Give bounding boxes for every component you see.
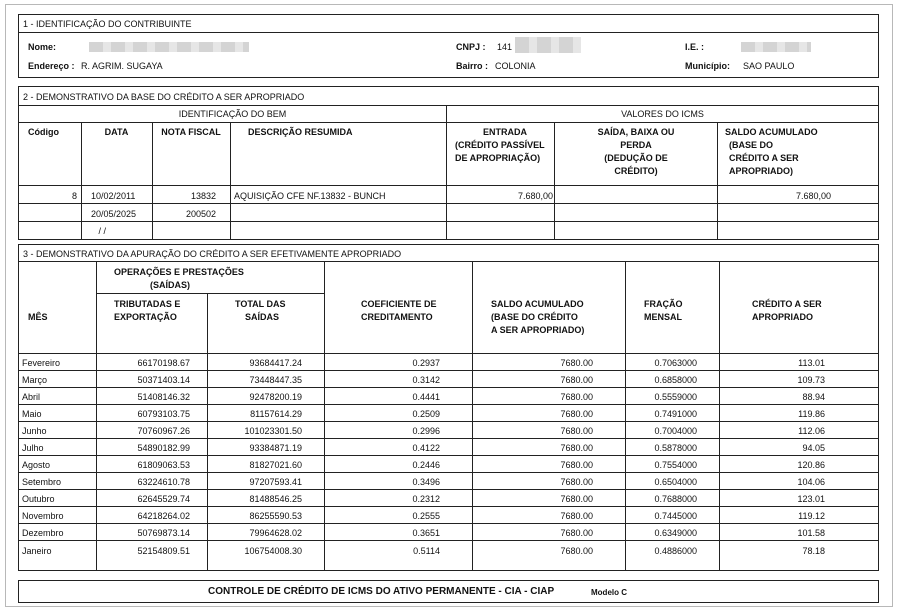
cell-coef: 0.3651: [324, 524, 472, 541]
apuracao-row: [18, 405, 878, 422]
municipio-label: Município:: [685, 61, 730, 71]
col-saldo-acumulado: SALDO ACUMULADO (BASE DO CRÉDITO A SER APROPRIADO): [491, 299, 585, 335]
col-coeficiente: COEFICIENTE DE CREDITAMENTO: [361, 299, 437, 322]
cell-trib: 61809063.53: [96, 456, 207, 473]
cell-credito: 104.06: [719, 473, 878, 490]
cell-fracao: 0.5878000: [625, 439, 719, 456]
cell-trib: 52154809.51: [96, 541, 207, 558]
cnpj-redacted: [515, 37, 581, 53]
cell-saldo: 7680.00: [472, 405, 625, 422]
col-credito: CRÉDITO A SER APROPRIADO: [752, 299, 822, 322]
base-row-saldo: 7.680,00: [795, 191, 831, 201]
apuracao-row: [18, 388, 878, 405]
cell-trib: 63224610.78: [96, 473, 207, 490]
cell-fracao: 0.7688000: [625, 490, 719, 507]
section-base-credito: [18, 86, 879, 240]
cell-coef: 0.5114: [324, 541, 472, 558]
cell-credito: 112.06: [719, 422, 878, 439]
col-mes: MÊS: [28, 312, 48, 322]
cell-mes: Dezembro: [18, 524, 96, 541]
cell-coef: 0.4441: [324, 388, 472, 405]
cell-total: 73448447.35: [207, 371, 324, 388]
col-saida: SAÍDA, BAIXA OU PERDA (DEDUÇÃO DE CRÉDITO): [597, 127, 675, 176]
apuracao-row: [18, 490, 878, 507]
cell-saldo: 7680.00: [472, 507, 625, 524]
cell-total: 81157614.29: [207, 405, 324, 422]
base-row-data: 20/05/2025: [91, 209, 137, 219]
cell-saldo: 7680.00: [472, 388, 625, 405]
cell-fracao: 0.5559000: [625, 388, 719, 405]
cnpj-label: CNPJ :: [456, 42, 486, 52]
cell-trib: 50769873.14: [96, 524, 207, 541]
cell-mes: Março: [18, 371, 96, 388]
cell-saldo: 7680.00: [472, 354, 625, 371]
cell-mes: Setembro: [18, 473, 96, 490]
cell-mes: Abril: [18, 388, 96, 405]
nome-label: Nome:: [28, 42, 57, 52]
cell-credito: 94.05: [719, 439, 878, 456]
cell-fracao: 0.6858000: [625, 371, 719, 388]
base-row-codigo: 8: [71, 191, 77, 201]
cell-trib: 60793103.75: [96, 405, 207, 422]
cell-credito: 113.01: [719, 354, 878, 371]
cell-trib: 66170198.67: [96, 354, 207, 371]
cell-saldo: 7680.00: [472, 490, 625, 507]
footer-box: [18, 580, 879, 603]
col-entrada: ENTRADA (CRÉDITO PASSÍVEL DE APROPRIAÇÃO): [455, 127, 545, 163]
cell-trib: 70760967.26: [96, 422, 207, 439]
apuracao-table: [18, 353, 878, 558]
cell-saldo: 7680.00: [472, 371, 625, 388]
cell-coef: 0.2312: [324, 490, 472, 507]
footer-title: CONTROLE DE CRÉDITO DE ICMS DO ATIVO PERMANENTE - CIA - CIAP: [208, 586, 555, 597]
section3-title: 3 - DEMONSTRATIVO DA APURAÇÃO DO CRÉDITO A SER EFETIVAMENTE APROPRIADO: [23, 249, 402, 259]
bairro-label: Bairro :: [456, 61, 489, 71]
cell-fracao: 0.7063000: [625, 354, 719, 371]
cell-fracao: 0.6349000: [625, 524, 719, 541]
cell-total: 97207593.41: [207, 473, 324, 490]
nome-redacted: [89, 42, 249, 52]
cell-mes: Julho: [18, 439, 96, 456]
apuracao-row: [18, 524, 878, 541]
municipio-value: SAO PAULO: [743, 61, 795, 71]
apuracao-row: [18, 422, 878, 439]
cell-coef: 0.2555: [324, 507, 472, 524]
col-fracao: FRAÇÃO MENSAL: [644, 299, 683, 322]
col-nota-fiscal: NOTA FISCAL: [161, 127, 221, 137]
cell-credito: 78.18: [719, 541, 878, 558]
cell-total: 93384871.19: [207, 439, 324, 456]
cnpj-prefix: 141: [497, 42, 513, 52]
cell-coef: 0.2996: [324, 422, 472, 439]
apuracao-row: [18, 456, 878, 473]
cell-total: 81827021.60: [207, 456, 324, 473]
col-data: DATA: [104, 127, 129, 137]
apuracao-row: [18, 541, 878, 558]
cell-mes: Junho: [18, 422, 96, 439]
cell-coef: 0.2937: [324, 354, 472, 371]
col-total-saidas: TOTAL DAS SAÍDAS: [235, 299, 286, 322]
section-identification: [18, 14, 879, 78]
bairro-value: COLONIA: [495, 61, 536, 71]
cell-mes: Janeiro: [18, 541, 96, 558]
cell-trib: 50371403.14: [96, 371, 207, 388]
cell-total: 93684417.24: [207, 354, 324, 371]
apuracao-row: [18, 371, 878, 388]
cell-mes: Novembro: [18, 507, 96, 524]
cell-trib: 64218264.02: [96, 507, 207, 524]
cell-coef: 0.3496: [324, 473, 472, 490]
cell-saldo: 7680.00: [472, 524, 625, 541]
cell-credito: 119.12: [719, 507, 878, 524]
cell-total: 106754008.30: [207, 541, 324, 558]
col-codigo: Código: [28, 127, 59, 137]
cell-mes: Agosto: [18, 456, 96, 473]
base-row-data: / /: [96, 226, 107, 236]
section1-title: 1 - IDENTIFICAÇÃO DO CONTRIBUINTE: [23, 19, 192, 29]
group-bem-header: IDENTIFICAÇÃO DO BEM: [178, 109, 287, 119]
cell-trib: 51408146.32: [96, 388, 207, 405]
cell-fracao: 0.7004000: [625, 422, 719, 439]
ie-redacted: [741, 42, 811, 52]
cell-coef: 0.4122: [324, 439, 472, 456]
apuracao-row: [18, 439, 878, 456]
cell-total: 101023301.50: [207, 422, 324, 439]
cell-total: 86255590.53: [207, 507, 324, 524]
cell-saldo: 7680.00: [472, 456, 625, 473]
cell-mes: Outubro: [18, 490, 96, 507]
base-row-nf: 200502: [185, 209, 216, 219]
cell-fracao: 0.7491000: [625, 405, 719, 422]
cell-credito: 123.01: [719, 490, 878, 507]
cell-total: 92478200.19: [207, 388, 324, 405]
cell-trib: 62645529.74: [96, 490, 207, 507]
endereco-value: R. AGRIM. SUGAYA: [81, 61, 163, 71]
cell-mes: Maio: [18, 405, 96, 422]
cell-total: 81488546.25: [207, 490, 324, 507]
cell-fracao: 0.4886000: [625, 541, 719, 558]
group-icms-header: VALORES DO ICMS: [621, 109, 704, 119]
apuracao-row: [18, 507, 878, 524]
cell-saldo: 7680.00: [472, 439, 625, 456]
base-row-nf: 13832: [190, 191, 216, 201]
col-tributadas: TRIBUTADAS E EXPORTAÇÃO: [114, 299, 181, 322]
cell-saldo: 7680.00: [472, 473, 625, 490]
base-row-entrada: 7.680,00: [517, 191, 553, 201]
cell-total: 79964628.02: [207, 524, 324, 541]
cell-credito: 88.94: [719, 388, 878, 405]
cell-coef: 0.2446: [324, 456, 472, 473]
apuracao-row: [18, 354, 878, 371]
cell-coef: 0.2509: [324, 405, 472, 422]
cell-saldo: 7680.00: [472, 541, 625, 558]
cell-fracao: 0.7445000: [625, 507, 719, 524]
cell-mes: Fevereiro: [18, 354, 96, 371]
cell-trib: 54890182.99: [96, 439, 207, 456]
footer-model: Modelo C: [591, 588, 627, 597]
col-saldo-acumulado: SALDO ACUMULADO (BASE DO CRÉDITO A SER APROPRIADO): [725, 127, 818, 176]
cell-coef: 0.3142: [324, 371, 472, 388]
cell-credito: 120.86: [719, 456, 878, 473]
base-row-desc: AQUISIÇÃO CFE NF.13832 - BUNCH: [234, 191, 386, 201]
endereco-label: Endereço :: [28, 61, 75, 71]
col-descricao: DESCRIÇÃO RESUMIDA: [248, 127, 353, 137]
cell-credito: 109.73: [719, 371, 878, 388]
cell-fracao: 0.7554000: [625, 456, 719, 473]
apuracao-row: [18, 473, 878, 490]
cell-credito: 119.86: [719, 405, 878, 422]
section2-title: 2 - DEMONSTRATIVO DA BASE DO CRÉDITO A SER APROPRIADO: [23, 92, 305, 102]
cell-fracao: 0.6504000: [625, 473, 719, 490]
group-operacoes: OPERAÇÕES E PRESTAÇÕES (SAÍDAS): [114, 267, 244, 290]
ie-label: I.E. :: [685, 42, 705, 52]
cell-credito: 101.58: [719, 524, 878, 541]
cell-saldo: 7680.00: [472, 422, 625, 439]
base-row-data: 10/02/2011: [91, 191, 136, 201]
